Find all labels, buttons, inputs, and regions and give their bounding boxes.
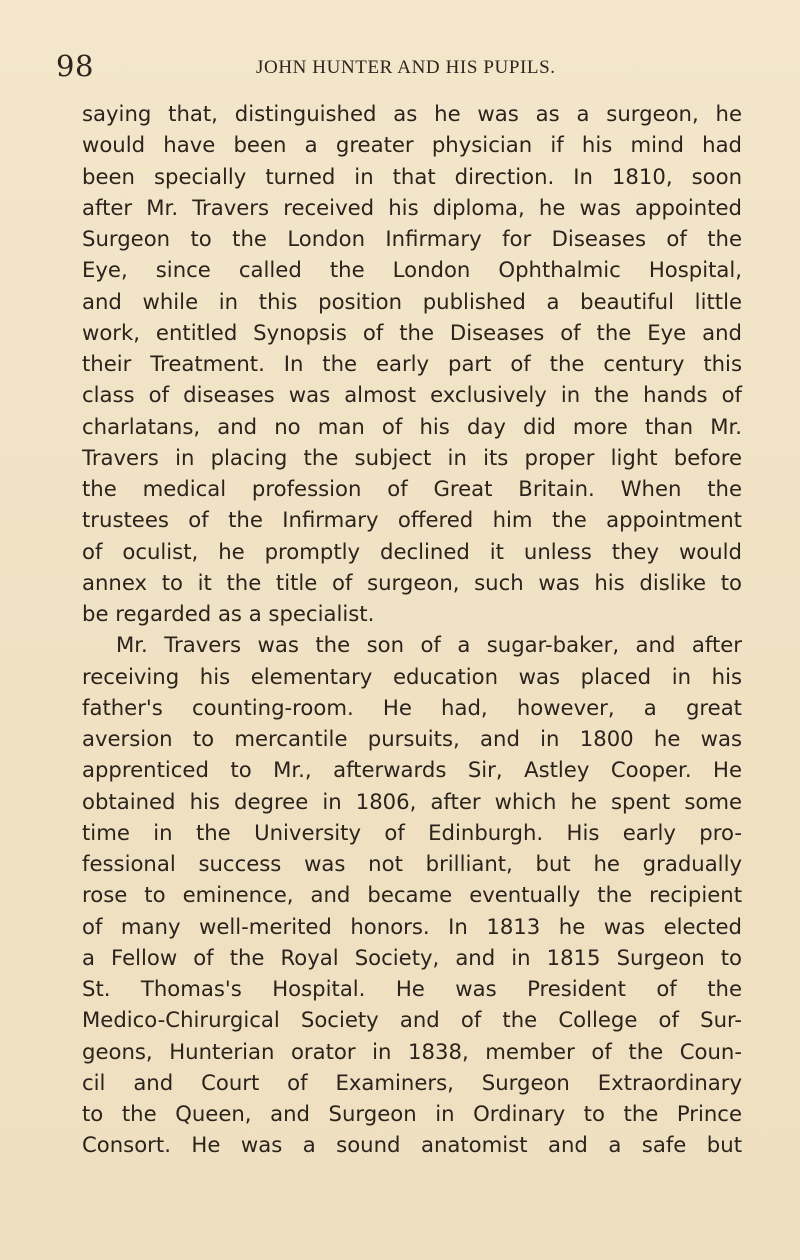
text-line: charlatans, and no man of his day did more than Mr. — [82, 413, 742, 439]
text-line: would have been a greater physician if his mind had — [82, 132, 742, 158]
text-line: trustees of the Infirmary offered him the appointment — [82, 507, 742, 533]
page-number: 98 — [56, 49, 94, 83]
text-line: Surgeon to the London Infirmary for Diseases of the — [82, 226, 742, 251]
text-line: of oculist, he promptly declined it unless they would — [82, 538, 742, 564]
running-head: JOHN HUNTER AND HIS PUPILS. — [256, 57, 556, 78]
text-line: work, entitled Synopsis of the Diseases of the Eye and — [82, 319, 742, 345]
text-line: rose to eminence, and became eventually the recipient — [82, 882, 742, 908]
text-line: time in the University of Edinburgh. His early pro- — [82, 819, 742, 845]
text-line: the medical profession of Great Britain. When the — [82, 476, 742, 501]
text-line: cil and Court of Examiners, Surgeon Extraordinary — [82, 1069, 742, 1095]
text-line: saying that, distinguished as he was as a surgeon, he — [82, 101, 742, 126]
body-text — [82, 98, 742, 1161]
paragraph-start-line: Mr. Travers was the son of a sugar-baker, and after — [116, 632, 742, 658]
text-line: Eye, since called the London Ophthalmic Hospital, — [82, 257, 742, 283]
text-line: receiving his elementary education was placed in his — [82, 663, 742, 689]
text-line: and while in this position published a beautiful little — [82, 288, 742, 314]
text-line: St. Thomas's Hospital. He was President of the — [82, 976, 742, 1001]
text-line: of many well-merited honors. In 1813 he was elected — [82, 913, 742, 939]
text-line: Consort. He was a sound anatomist and a safe but — [82, 1132, 742, 1158]
text-line: apprenticed to Mr., afterwards Sir, Astley Cooper. He — [82, 757, 742, 783]
text-line: a Fellow of the Royal Society, and in 1815 Surgeon to — [82, 944, 742, 970]
text-line: fessional success was not brilliant, but he gradually — [82, 851, 742, 876]
text-line: class of diseases was almost exclusively in the hands of — [82, 382, 742, 408]
text-line: to the Queen, and Surgeon in Ordinary to the Prince — [82, 1101, 742, 1126]
text-line: be regarded as a specialist. — [82, 601, 375, 626]
text-line: been specially turned in that direction. In 1810, soon — [82, 163, 742, 189]
text-line: father's counting-room. He had, however, a great — [82, 694, 742, 720]
text-line: aversion to mercantile pursuits, and in 1800 he was — [82, 726, 742, 751]
text-line: geons, Hunterian orator in 1838, member of the Coun- — [82, 1038, 742, 1064]
text-line: Travers in placing the subject in its proper light before — [82, 444, 742, 470]
text-line: Medico-Chirurgical Society and of the College of Sur- — [82, 1007, 742, 1033]
text-line: obtained his degree in 1806, after which he spent some — [82, 788, 742, 814]
text-line: annex to it the title of surgeon, such was his dislike to — [82, 569, 742, 595]
text-line: their Treatment. In the early part of the century this — [82, 351, 742, 376]
text-line: after Mr. Travers received his diploma, he was appointed — [82, 194, 742, 220]
